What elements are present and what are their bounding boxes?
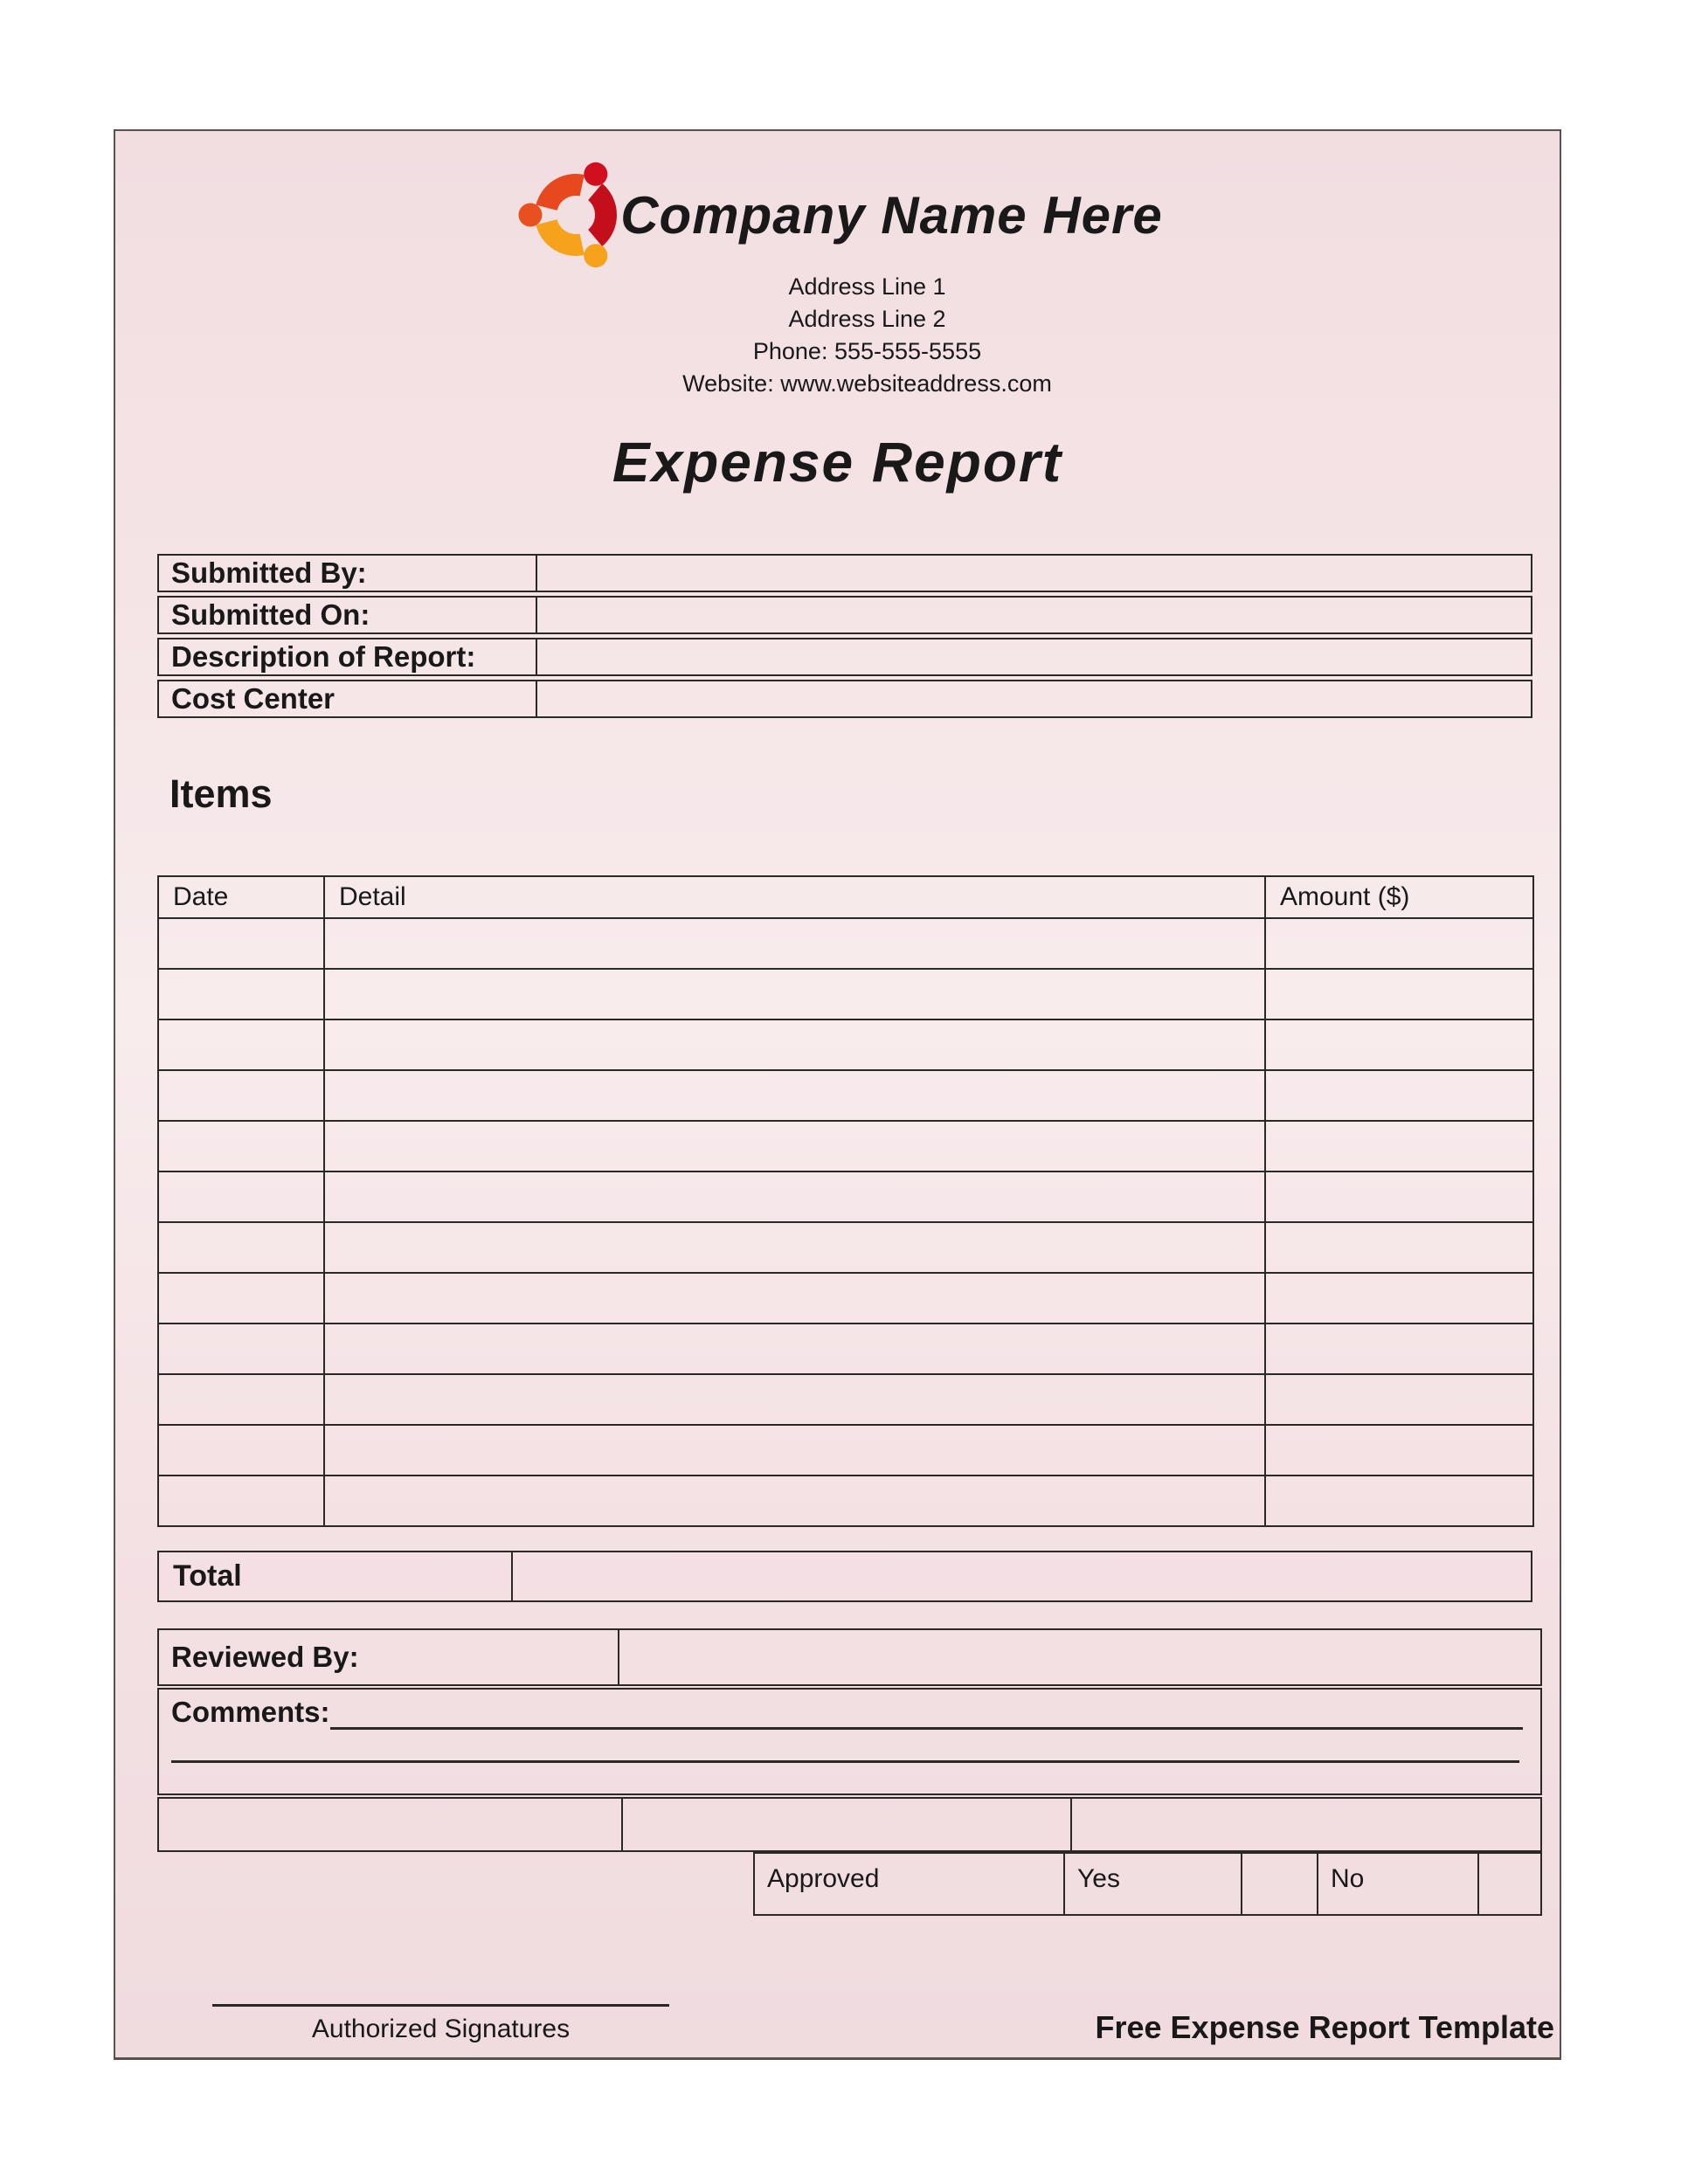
items-row (158, 1171, 1533, 1222)
info-row-submitted-by (157, 554, 1532, 592)
items-cell-amount[interactable] (1265, 1324, 1533, 1374)
items-cell-date[interactable] (158, 1425, 324, 1476)
cost-center-field[interactable] (537, 681, 1531, 716)
items-cell-detail[interactable] (324, 918, 1265, 969)
comments-label: Comments: (171, 1696, 330, 1728)
items-cell-detail[interactable] (324, 1070, 1265, 1121)
description-field[interactable] (537, 639, 1531, 674)
items-cell-amount[interactable] (1265, 1121, 1533, 1171)
items-table (157, 875, 1534, 1527)
items-cell-date[interactable] (158, 969, 324, 1019)
company-website: Website: www.websiteaddress.com (682, 370, 1052, 397)
submitted-by-label: Submitted By: (159, 556, 537, 591)
template-credit: Free Expense Report Template (1095, 2009, 1554, 2045)
items-cell-date[interactable] (158, 1222, 324, 1273)
submitted-on-field[interactable] (537, 598, 1531, 632)
items-cell-amount[interactable] (1265, 918, 1533, 969)
approved-no-checkbox[interactable] (1479, 1854, 1540, 1914)
comments-box (157, 1688, 1542, 1795)
items-cell-amount[interactable] (1265, 969, 1533, 1019)
items-col-detail: Detail (324, 876, 1265, 918)
blank-cell-3[interactable] (1072, 1799, 1540, 1850)
items-row (158, 1019, 1533, 1070)
items-row (158, 1476, 1533, 1526)
signature-blank-row (157, 1797, 1542, 1852)
items-table-body (158, 918, 1533, 1526)
items-row (158, 1070, 1533, 1121)
approval-row (753, 1852, 1542, 1916)
items-cell-detail[interactable] (324, 1476, 1265, 1526)
items-cell-detail[interactable] (324, 1425, 1265, 1476)
company-logo-icon (512, 161, 620, 269)
items-cell-amount[interactable] (1265, 1070, 1533, 1121)
submitted-on-label: Submitted On: (159, 598, 537, 632)
items-cell-date[interactable] (158, 1070, 324, 1121)
submitted-by-field[interactable] (537, 556, 1531, 591)
cost-center-label: Cost Center (159, 681, 537, 716)
items-col-date: Date (158, 876, 324, 918)
items-cell-detail[interactable] (324, 1171, 1265, 1222)
reviewed-by-label: Reviewed By: (159, 1630, 619, 1684)
total-label: Total (159, 1552, 513, 1600)
items-cell-detail[interactable] (324, 1121, 1265, 1171)
items-cell-amount[interactable] (1265, 1476, 1533, 1526)
items-cell-amount[interactable] (1265, 1273, 1533, 1324)
total-row (157, 1551, 1532, 1602)
info-row-description (157, 638, 1532, 676)
items-row (158, 969, 1533, 1019)
company-phone: Phone: 555-555-5555 (752, 338, 982, 364)
items-cell-detail[interactable] (324, 1374, 1265, 1425)
items-cell-detail[interactable] (324, 1019, 1265, 1070)
items-row (158, 1121, 1533, 1171)
approved-yes-label: Yes (1065, 1854, 1242, 1914)
blank-cell-2[interactable] (623, 1799, 1072, 1850)
items-cell-date[interactable] (158, 1324, 324, 1374)
items-cell-detail[interactable] (324, 1222, 1265, 1273)
items-cell-date[interactable] (158, 918, 324, 969)
reviewed-by-field[interactable] (619, 1630, 1540, 1684)
items-heading: Items (169, 771, 273, 816)
items-cell-date[interactable] (158, 1374, 324, 1425)
items-cell-detail[interactable] (324, 969, 1265, 1019)
blank-cell-1[interactable] (159, 1799, 623, 1850)
reviewed-by-row (157, 1628, 1542, 1686)
items-cell-date[interactable] (158, 1273, 324, 1324)
description-label: Description of Report: (159, 639, 537, 674)
approved-no-label: No (1318, 1854, 1479, 1914)
authorized-signature-line[interactable] (212, 2004, 669, 2007)
items-row (158, 1324, 1533, 1374)
items-cell-date[interactable] (158, 1121, 324, 1171)
items-row (158, 1273, 1533, 1324)
expense-report-page (114, 129, 1561, 2060)
comments-field-line-1[interactable] (330, 1700, 1523, 1730)
items-cell-detail[interactable] (324, 1324, 1265, 1374)
items-cell-amount[interactable] (1265, 1374, 1533, 1425)
page-title: Expense Report (612, 431, 1063, 494)
items-cell-amount[interactable] (1265, 1222, 1533, 1273)
company-name: Company Name Here (620, 185, 1163, 245)
items-row (158, 1222, 1533, 1273)
items-row (158, 1374, 1533, 1425)
comments-field-line-2[interactable] (171, 1760, 1519, 1763)
total-field[interactable] (513, 1552, 1531, 1600)
submission-info-table (157, 554, 1532, 722)
items-cell-detail[interactable] (324, 1273, 1265, 1324)
approved-yes-checkbox[interactable] (1242, 1854, 1318, 1914)
authorized-signatures-label: Authorized Signatures (311, 2015, 571, 2043)
items-row (158, 1425, 1533, 1476)
items-cell-amount[interactable] (1265, 1171, 1533, 1222)
items-cell-date[interactable] (158, 1019, 324, 1070)
address-line-2: Address Line 2 (788, 306, 946, 332)
info-row-cost-center (157, 680, 1532, 718)
items-cell-date[interactable] (158, 1476, 324, 1526)
items-col-amount: Amount ($) (1265, 876, 1533, 918)
company-address-block (145, 271, 1589, 400)
info-row-submitted-on (157, 596, 1532, 634)
approved-label: Approved (755, 1854, 1065, 1914)
items-cell-date[interactable] (158, 1171, 324, 1222)
address-line-1: Address Line 1 (788, 273, 946, 300)
items-header-row (158, 876, 1533, 918)
items-cell-amount[interactable] (1265, 1019, 1533, 1070)
items-row (158, 918, 1533, 969)
company-header (115, 161, 1560, 269)
items-cell-amount[interactable] (1265, 1425, 1533, 1476)
